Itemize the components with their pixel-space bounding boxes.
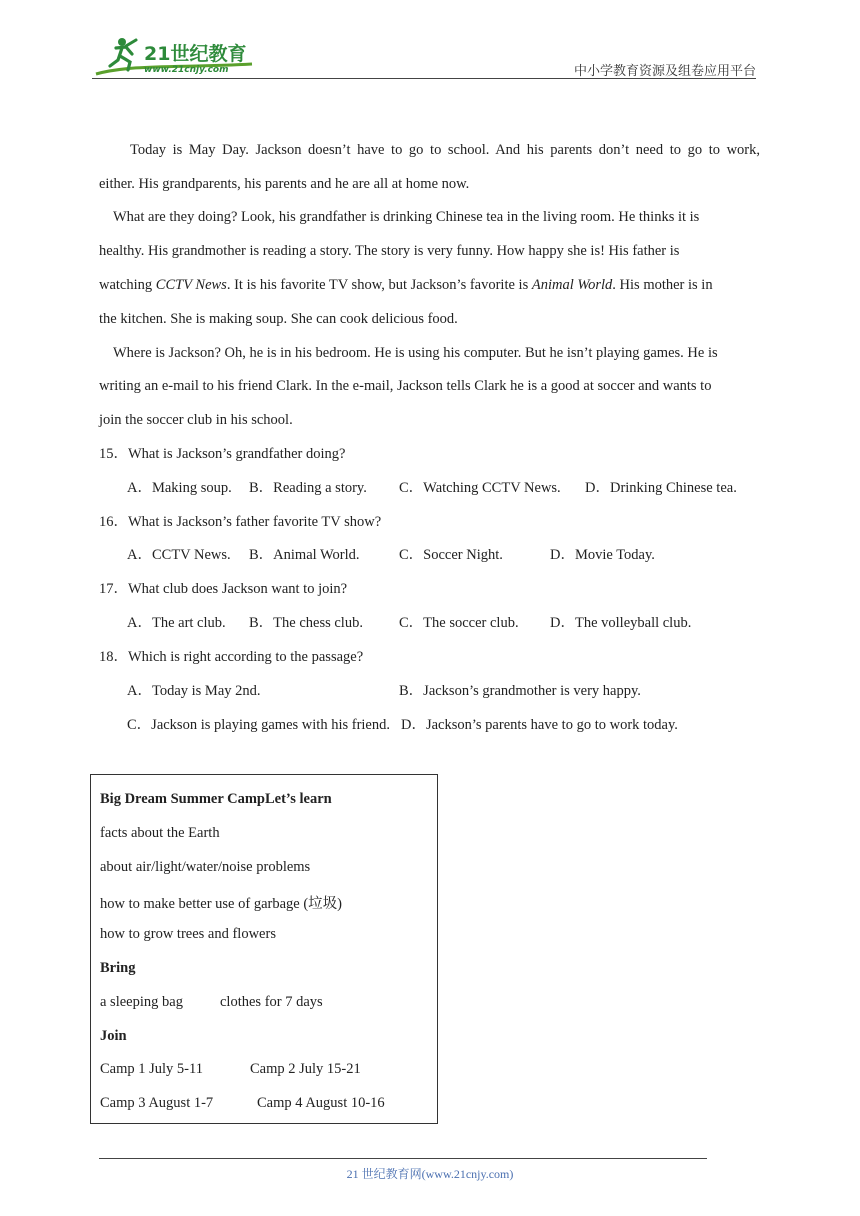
option-a: A．Today is May 2nd. [127,683,261,699]
option-d: D．Drinking Chinese tea. [585,480,737,496]
option-a: A．CCTV News. [127,547,231,563]
learn-item: facts about the Earth [100,825,220,841]
option-b: B．The chess club. [249,615,363,631]
passage-text: . It is his favorite TV show, but Jackson’s favorite is [226,277,532,293]
learn-item: about air/light/water/noise problems [100,859,311,875]
option-c: C．The soccer club. [399,615,519,631]
question-stem: 17．What club does Jackson want to join? [99,581,348,597]
camp-session: Camp 1 July 5-11 [100,1061,203,1077]
site-logo [92,34,262,78]
passage-line: writing an e-mail to his friend Clark. In the e-mail, Jackson tells Clark he is a good at soccer and wants to [99,378,712,394]
option-d: D．Jackson’s parents have to go to work today. [401,717,678,733]
camp-title: Big Dream Summer CampLet’s learn [100,791,332,807]
option-b: B．Jackson’s grandmother is very happy. [399,683,641,699]
option-d: D．Movie Today. [550,547,655,563]
option-c: C．Soccer Night. [399,547,503,563]
option-a: A．The art club. [127,615,226,631]
passage-line: either. His grandparents, his parents and he are all at home now. [99,176,470,192]
bring-item: a sleeping bag [100,994,183,1010]
camp-session: Camp 2 July 15-21 [250,1061,361,1077]
option-c: C．Jackson is playing games with his friend. [127,717,390,733]
camp-session: Camp 4 August 10-16 [257,1095,385,1111]
option-c: C．Watching CCTV News. [399,480,561,496]
option-b: B．Animal World. [249,547,360,563]
learn-item: how to grow trees and flowers [100,926,276,942]
option-a: A．Making soup. [127,480,232,496]
passage-text: watching [99,277,156,293]
logo-main-text: 21世纪教育 [144,43,247,65]
passage-line: What are they doing? Look, his grandfather is drinking Chinese tea in the living room. He thinks it is [113,209,700,225]
option-b: B．Reading a story. [249,480,367,496]
camp-session: Camp 3 August 1-7 [100,1095,214,1111]
passage-text: . His mother is in [612,277,713,293]
tv-show-title: CCTV News [155,277,227,293]
bring-item: clothes for 7 days [220,994,323,1010]
logo-sub-text: www.21cnjy.com [144,65,229,75]
passage-line [99,276,713,294]
passage-line: healthy. His grandmother is reading a story. The story is very funny. How happy she is! His father is [99,243,680,259]
question-stem: 18．Which is right according to the passage? [99,649,364,665]
passage-line: Where is Jackson? Oh, he is in his bedroom. He is using his computer. But he isn’t playing games. He is [113,345,718,361]
passage-line: Today is May Day. Jackson doesn’t have to go to school. And his parents don’t need to go to work, [130,142,760,158]
option-d: D．The volleyball club. [550,615,692,631]
passage-line: join the soccer club in his school. [99,412,293,428]
question-stem: 15．What is Jackson’s grandfather doing? [99,446,346,462]
tv-show-title: Animal World [531,277,613,293]
passage-line: the kitchen. She is making soup. She can cook delicious food. [99,311,458,327]
summer-camp-notice [90,774,438,1124]
header-platform-text: 中小学教育资源及组卷应用平台 [573,63,756,78]
learn-item: how to make better use of garbage (垃圾) [100,896,342,912]
footer-divider [99,1158,707,1159]
footer-site-link[interactable]: 21 世纪教育网(www.21cnjy.com) [346,1167,514,1181]
question-stem: 16．What is Jackson’s father favorite TV show? [99,514,382,530]
header-divider [92,78,756,79]
join-heading: Join [100,1028,127,1044]
bring-heading: Bring [100,960,136,976]
